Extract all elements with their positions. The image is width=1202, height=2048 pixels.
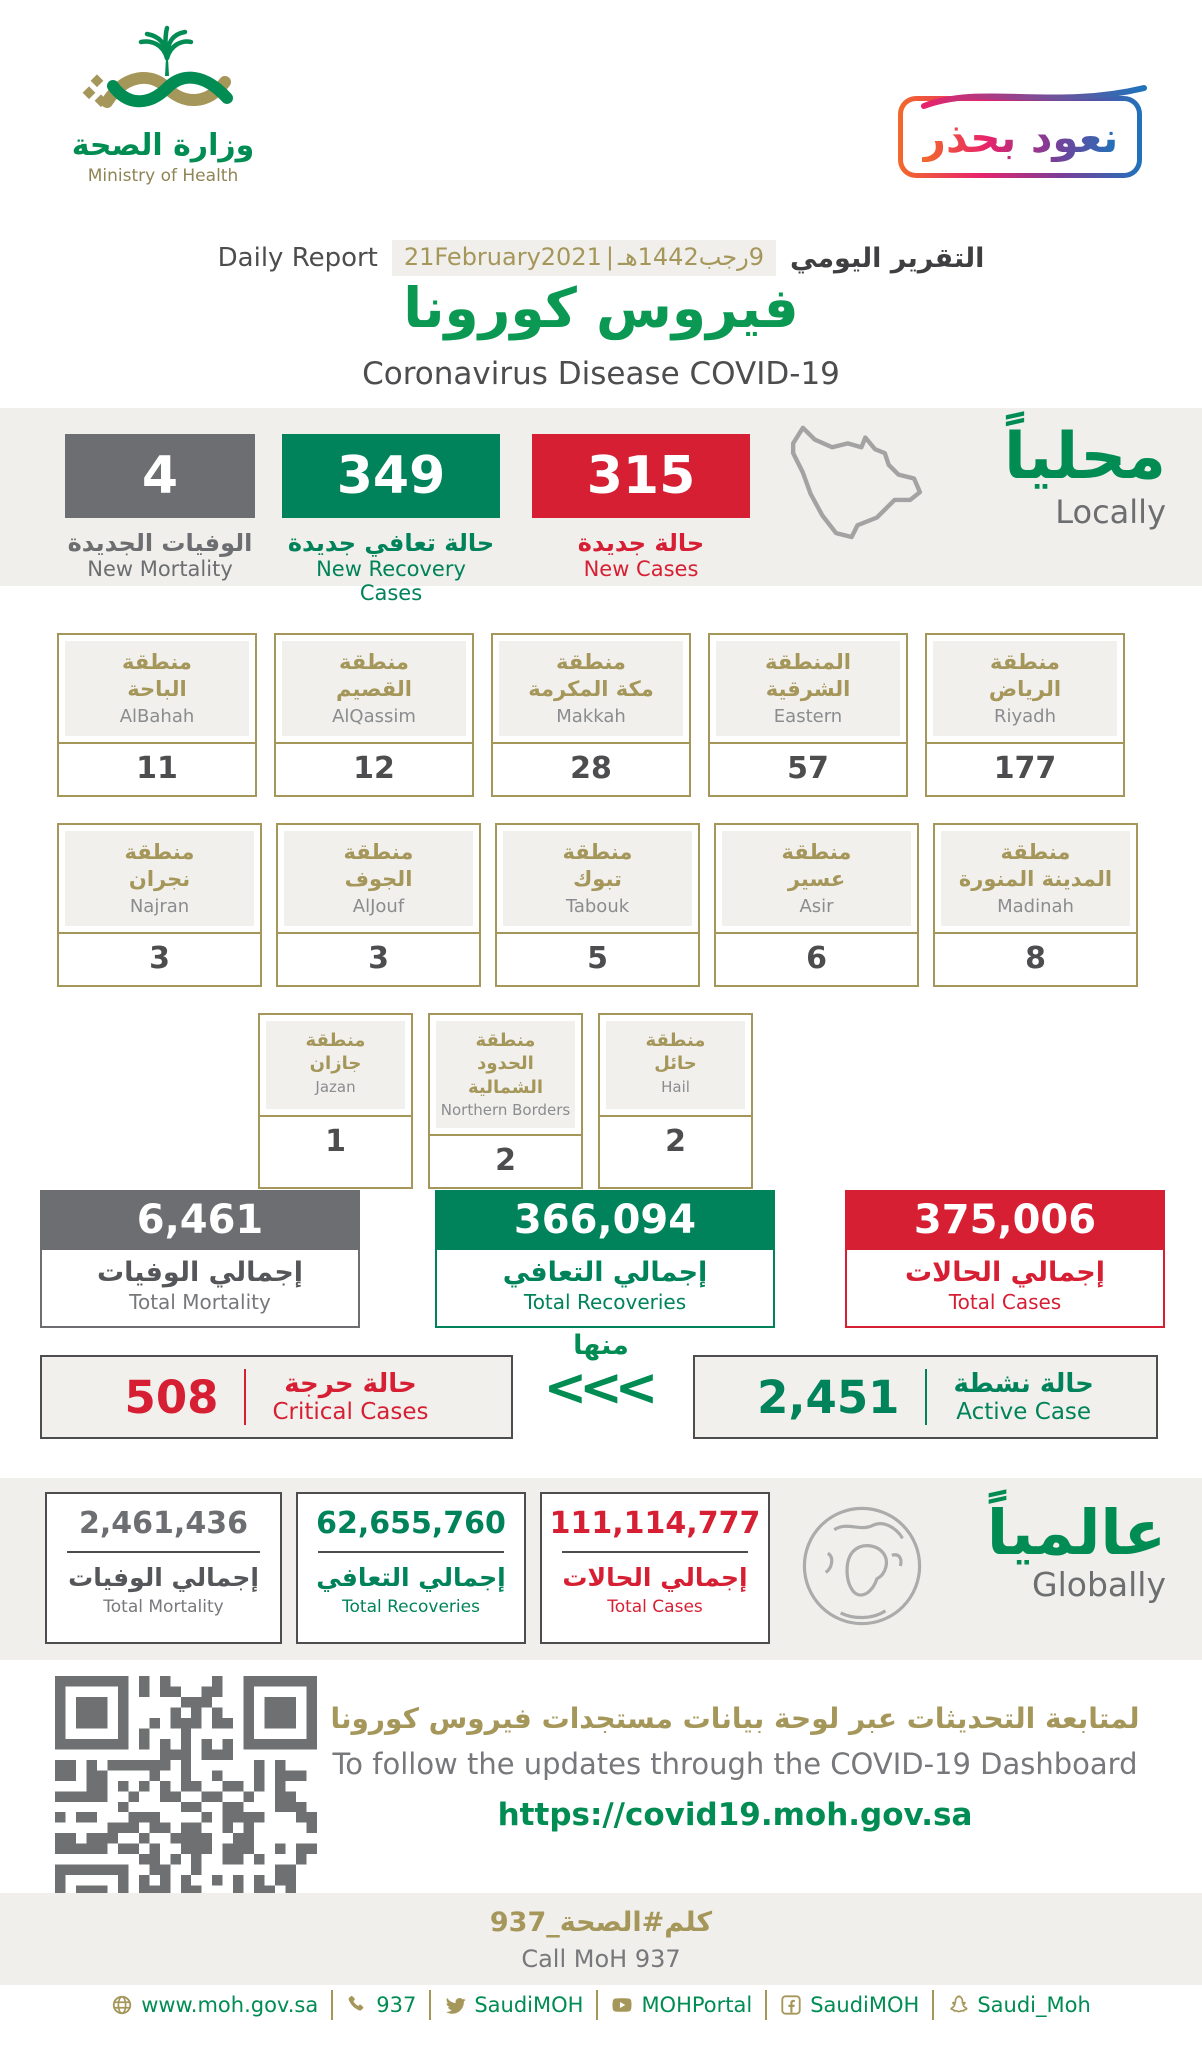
region-ar-line2: القصيم bbox=[336, 677, 412, 702]
new-mortality-stat bbox=[65, 434, 255, 581]
region-card-asir bbox=[714, 823, 919, 987]
region-ar-line1: منطقة bbox=[562, 840, 633, 864]
critical-labels bbox=[272, 1369, 428, 1425]
footer-label: Saudi_Moh bbox=[977, 1993, 1091, 2017]
new-mortality-label-ar: الوفيات الجديدة bbox=[67, 529, 253, 557]
region-card-header bbox=[503, 831, 692, 926]
locally-heading bbox=[1003, 420, 1166, 532]
global-cases-label-ar: إجمالي الحالات bbox=[562, 1563, 748, 1592]
logo-title-arabic: وزارة الصحة bbox=[71, 128, 255, 163]
global-mortality-label-ar: إجمالي الوفيات bbox=[68, 1563, 259, 1592]
logo-title-english: Ministry of Health bbox=[87, 166, 239, 186]
region-value: 2 bbox=[495, 1143, 516, 1179]
global-cases-box bbox=[540, 1492, 770, 1644]
region-name-en: Asir bbox=[799, 895, 834, 917]
active-divider bbox=[925, 1369, 927, 1425]
region-card-header bbox=[436, 1021, 575, 1128]
daily-report-label-en: Daily Report bbox=[217, 243, 378, 273]
new-mortality-value: 4 bbox=[65, 434, 255, 518]
daily-report-label-ar: التقرير اليومي bbox=[790, 242, 985, 274]
region-value: 177 bbox=[993, 750, 1057, 786]
locally-heading-en: Locally bbox=[1055, 493, 1166, 532]
badge-swoosh-icon bbox=[920, 80, 1150, 110]
region-card-alqassim bbox=[274, 633, 474, 797]
snapchat-icon bbox=[947, 1994, 969, 2016]
region-value: 2 bbox=[665, 1124, 686, 1159]
region-card-header bbox=[933, 641, 1117, 736]
region-ar-line1: منطقة bbox=[343, 840, 414, 864]
region-name-en: Eastern bbox=[773, 705, 843, 727]
new-recoveries-stat bbox=[282, 434, 500, 605]
region-card-header bbox=[499, 641, 683, 736]
region-card-header bbox=[65, 831, 254, 926]
region-ar-line2: الجوف bbox=[344, 867, 413, 892]
new-recoveries-label-ar: حالة تعافي جديدة bbox=[287, 529, 495, 557]
region-name-en: Jazan bbox=[315, 1077, 356, 1096]
region-ar-line1: منطقة bbox=[645, 1030, 706, 1051]
critical-cases-value: 508 bbox=[124, 1370, 219, 1424]
footer-label: www.moh.gov.sa bbox=[141, 1993, 319, 2017]
global-recoveries-label-en: Total Recoveries bbox=[342, 1597, 480, 1617]
region-name-en: Northern Borders bbox=[440, 1101, 571, 1120]
total-recoveries-value: 366,094 bbox=[435, 1190, 775, 1250]
region-name-en: Madinah bbox=[997, 895, 1074, 917]
global-recoveries-label-ar: إجمالي التعافي bbox=[316, 1563, 506, 1592]
region-card-header bbox=[65, 641, 249, 736]
region-row-1 bbox=[57, 633, 1125, 797]
region-value: 12 bbox=[353, 750, 395, 786]
critical-cases-box bbox=[40, 1355, 513, 1439]
region-card-eastern bbox=[708, 633, 908, 797]
badge-inner bbox=[903, 101, 1137, 173]
new-cases-label-en: New Cases bbox=[583, 557, 699, 581]
phone-icon bbox=[346, 1994, 368, 2016]
call-moh-section bbox=[0, 1893, 1202, 1985]
return-with-caution-badge bbox=[898, 96, 1142, 178]
region-ar-line1: منطقة bbox=[339, 650, 409, 674]
locally-heading-ar: محلياً bbox=[1003, 420, 1166, 494]
dashboard-info bbox=[300, 1702, 1170, 1833]
region-name-en: Makkah bbox=[556, 705, 626, 727]
global-mortality-box bbox=[45, 1492, 282, 1644]
locally-section bbox=[0, 408, 1202, 605]
region-ar-line2: مكة المكرمة bbox=[528, 677, 654, 702]
region-value: 6 bbox=[806, 940, 827, 976]
footer-label: SaudiMOH bbox=[474, 1993, 584, 2017]
total-mortality-labels bbox=[40, 1250, 360, 1328]
region-value: 11 bbox=[136, 750, 178, 786]
region-ar-line2: نجران bbox=[128, 867, 191, 892]
footer-label: SaudiMOH bbox=[810, 1993, 920, 2017]
date-gregorian: 21February2021 bbox=[403, 243, 602, 271]
footer-item-youtube[interactable] bbox=[598, 1993, 765, 2017]
region-value: 1 bbox=[325, 1124, 346, 1159]
globe-icon bbox=[798, 1490, 926, 1642]
call-moh-ar: كلم#الصحة_937 bbox=[489, 1907, 713, 1938]
footer-links bbox=[0, 1990, 1202, 2020]
page-title-arabic: فيروس كورونا bbox=[403, 276, 799, 340]
badge-text: نعود بحذر bbox=[921, 112, 1119, 162]
region-card-header bbox=[282, 641, 466, 736]
region-card-header bbox=[266, 1021, 405, 1109]
region-card-header bbox=[284, 831, 473, 926]
region-name-en: Tabouk bbox=[565, 895, 630, 917]
region-value: 5 bbox=[587, 940, 608, 976]
region-row-2 bbox=[57, 823, 1138, 987]
region-ar-line2: الحدود الشمالية bbox=[467, 1053, 544, 1098]
global-cases-divider bbox=[562, 1551, 748, 1553]
region-value: 57 bbox=[787, 750, 829, 786]
total-recoveries-labels bbox=[435, 1250, 775, 1328]
moh-logo bbox=[58, 20, 268, 186]
footer-label: 937 bbox=[376, 1993, 417, 2017]
new-cases-label-ar: حالة جديدة bbox=[577, 529, 705, 557]
footer-label: MOHPortal bbox=[641, 1993, 753, 2017]
critical-divider bbox=[244, 1369, 246, 1425]
region-card-najran bbox=[57, 823, 262, 987]
globally-heading-en: Globally bbox=[1032, 1565, 1166, 1605]
region-ar-line2: تبوك bbox=[573, 867, 622, 892]
region-card-hail bbox=[598, 1013, 753, 1189]
region-value: 8 bbox=[1025, 940, 1046, 976]
total-mortality-label-en: Total Mortality bbox=[129, 1290, 271, 1314]
global-recoveries-box bbox=[296, 1492, 526, 1644]
global-cases-value: 111,114,777 bbox=[549, 1506, 761, 1541]
globally-section bbox=[0, 1478, 1202, 1660]
region-name-en: AlBahah bbox=[119, 705, 195, 727]
total-mortality-label-ar: إجمالي الوفيات bbox=[96, 1257, 304, 1288]
of-which-label: منها bbox=[573, 1330, 629, 1361]
new-cases-value: 315 bbox=[532, 434, 750, 518]
new-recoveries-label-en: New Recovery Cases bbox=[316, 557, 466, 605]
region-row-3 bbox=[258, 1013, 753, 1189]
region-ar-line2: الباحة bbox=[127, 677, 187, 702]
total-recoveries-label-ar: إجمالي التعافي bbox=[502, 1257, 708, 1288]
global-recoveries-divider bbox=[318, 1551, 504, 1553]
date-separator: | bbox=[605, 243, 614, 271]
global-mortality-divider bbox=[67, 1551, 260, 1553]
moh-emblem-icon bbox=[75, 20, 251, 124]
critical-label-ar: حالة حرجة bbox=[284, 1369, 417, 1399]
global-recoveries-value: 62,655,760 bbox=[316, 1506, 506, 1541]
active-label-ar: حالة نشطة bbox=[953, 1369, 1094, 1399]
total-recoveries-label-en: Total Recoveries bbox=[523, 1290, 687, 1314]
region-ar-line1: منطقة bbox=[990, 650, 1060, 674]
region-card-makkah bbox=[491, 633, 691, 797]
new-cases-stat bbox=[532, 434, 750, 581]
active-cases-box bbox=[693, 1355, 1158, 1439]
region-card-albahah bbox=[57, 633, 257, 797]
globally-heading-ar: عالمياً bbox=[986, 1496, 1166, 1569]
region-value: 3 bbox=[368, 940, 389, 976]
global-cases-label-en: Total Cases bbox=[607, 1597, 703, 1617]
total-cases-box bbox=[845, 1190, 1165, 1328]
facebook-icon bbox=[780, 1994, 802, 2016]
region-ar-line1: منطقة bbox=[122, 650, 192, 674]
footer-item-website[interactable] bbox=[98, 1993, 331, 2017]
region-card-header bbox=[722, 831, 911, 926]
region-card-header bbox=[606, 1021, 745, 1109]
region-card-tabouk bbox=[495, 823, 700, 987]
page-title-english: Coronavirus Disease COVID-19 bbox=[362, 356, 840, 392]
region-value: 3 bbox=[149, 940, 170, 976]
region-ar-line2: الرياض bbox=[988, 677, 1062, 702]
dashboard-line-ar: لمتابعة التحديثات عبر لوحة بيانات مستجدات فيروس كورونا bbox=[330, 1702, 1140, 1735]
region-ar-line1: منطقة bbox=[124, 840, 195, 864]
dashboard-url-link[interactable]: https://covid19.moh.gov.sa bbox=[497, 1797, 973, 1833]
report-line bbox=[0, 240, 1202, 276]
total-cases-value: 375,006 bbox=[845, 1190, 1165, 1250]
report-date-box bbox=[392, 240, 776, 276]
total-mortality-box bbox=[40, 1190, 360, 1328]
region-ar-line1: منطقة bbox=[781, 840, 852, 864]
region-ar-line2: عسير bbox=[787, 867, 846, 892]
twitter-icon bbox=[444, 1994, 466, 2016]
footer-item-facebook[interactable] bbox=[767, 1993, 932, 2017]
footer-item-twitter[interactable] bbox=[431, 1993, 596, 2017]
date-hijri: 9رجب1442هـ bbox=[617, 243, 764, 271]
region-ar-line2: حائل bbox=[654, 1053, 697, 1075]
youtube-icon bbox=[611, 1994, 633, 2016]
footer-item-snapchat[interactable] bbox=[934, 1993, 1103, 2017]
total-cases-label-ar: إجمالي الحالات bbox=[904, 1257, 1106, 1288]
region-card-northern-borders bbox=[428, 1013, 583, 1189]
left-chevrons-icon: <<< bbox=[543, 1358, 651, 1418]
region-name-en: Najran bbox=[129, 895, 190, 917]
total-cases-labels bbox=[845, 1250, 1165, 1328]
globally-heading bbox=[986, 1496, 1166, 1605]
region-card-header bbox=[716, 641, 900, 736]
total-recoveries-box bbox=[435, 1190, 775, 1328]
dashboard-line-en: To follow the updates through the COVID-19 Dashboard bbox=[332, 1747, 1138, 1781]
call-moh-en: Call MoH 937 bbox=[521, 1945, 681, 1973]
region-name-en: Hail bbox=[661, 1077, 690, 1096]
region-card-aljouf bbox=[276, 823, 481, 987]
region-ar-line1: المنطقة bbox=[764, 650, 852, 674]
active-cases-value: 2,451 bbox=[757, 1370, 900, 1424]
region-ar-line2: جازان bbox=[309, 1053, 362, 1075]
region-name-en: Riyadh bbox=[993, 705, 1057, 727]
region-ar-line1: منطقة bbox=[556, 650, 626, 674]
new-mortality-label-en: New Mortality bbox=[87, 557, 233, 581]
region-ar-line1: منطقة bbox=[1000, 840, 1071, 864]
saudi-arabia-map-icon bbox=[760, 414, 955, 580]
region-name-en: AlQassim bbox=[332, 705, 416, 727]
active-label-en: Active Case bbox=[956, 1399, 1092, 1425]
region-card-riyadh bbox=[925, 633, 1125, 797]
global-mortality-value: 2,461,436 bbox=[79, 1506, 248, 1541]
region-name-en: AlJouf bbox=[352, 895, 405, 917]
region-card-header bbox=[941, 831, 1130, 926]
region-card-madinah bbox=[933, 823, 1138, 987]
globe-icon bbox=[111, 1994, 133, 2016]
region-card-jazan bbox=[258, 1013, 413, 1189]
footer-item-phone[interactable] bbox=[333, 1993, 429, 2017]
global-mortality-label-en: Total Mortality bbox=[103, 1597, 224, 1617]
total-mortality-value: 6,461 bbox=[40, 1190, 360, 1250]
region-ar-line1: منطقة bbox=[475, 1030, 536, 1051]
critical-label-en: Critical Cases bbox=[272, 1399, 429, 1425]
region-value: 28 bbox=[570, 750, 612, 786]
total-cases-label-en: Total Cases bbox=[948, 1290, 1062, 1314]
active-labels bbox=[953, 1369, 1093, 1425]
region-ar-line1: منطقة bbox=[305, 1030, 366, 1051]
region-ar-line2: المدينة المنورة bbox=[958, 867, 1113, 892]
new-recoveries-value: 349 bbox=[282, 434, 500, 518]
region-ar-line2: الشرقية bbox=[765, 677, 851, 702]
